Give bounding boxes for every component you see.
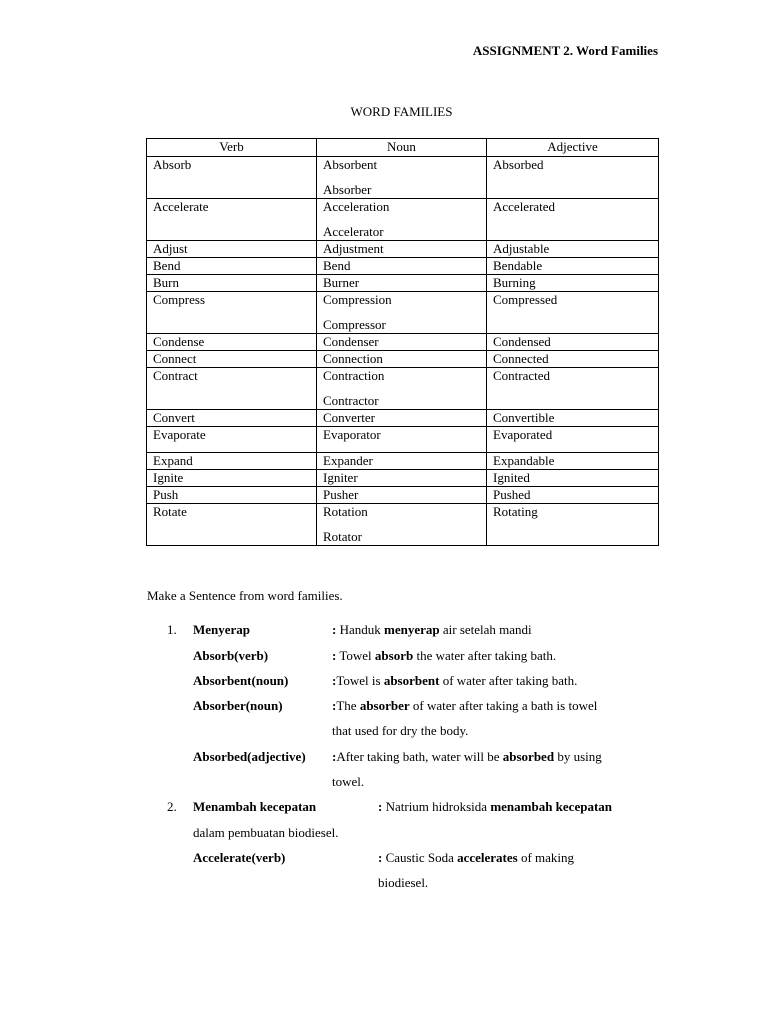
noun-entry: Pusher — [323, 487, 359, 502]
noun-entry: Bend — [323, 258, 351, 273]
table-row — [147, 275, 659, 292]
verb-cell: Adjust — [147, 241, 317, 258]
noun-entry: Contraction — [323, 368, 385, 383]
noun-entry: Igniter — [323, 470, 358, 485]
adjective-cell: Accelerated — [487, 199, 659, 241]
verb-cell: Expand — [147, 453, 317, 470]
example-sentence-continuation: biodiesel. — [378, 875, 429, 890]
adjective-cell: Pushed — [487, 487, 659, 504]
example-label: Accelerate(verb) — [193, 850, 286, 865]
adjective-cell: Adjustable — [487, 241, 659, 258]
table-row — [147, 470, 659, 487]
noun-cell — [317, 258, 487, 275]
noun-entry: Evaporator — [323, 427, 381, 442]
table-header-row — [147, 139, 659, 157]
noun-entry: Expander — [323, 453, 373, 468]
example-sentence: :The absorber of water after taking a bath is towel — [332, 698, 598, 713]
table-row — [147, 292, 659, 334]
table-row — [147, 410, 659, 427]
noun-entry: Contractor — [323, 393, 379, 408]
adjective-cell: Evaporated — [487, 427, 659, 453]
noun-entry: Connection — [323, 351, 383, 366]
adjective-cell: Connected — [487, 351, 659, 368]
example-sentence-continuation: towel. — [332, 774, 365, 789]
table-row — [147, 453, 659, 470]
verb-cell: Contract — [147, 368, 317, 410]
noun-entry: Rotation — [323, 504, 368, 519]
noun-cell — [317, 368, 487, 410]
table-row — [147, 258, 659, 275]
noun-entry: Accelerator — [323, 224, 384, 239]
table-body — [147, 157, 659, 546]
adjective-cell: Convertible — [487, 410, 659, 427]
example-label: Absorbent(noun) — [193, 673, 289, 688]
example-sentence-continuation: dalam pembuatan biodiesel. — [193, 825, 339, 840]
noun-entry: Acceleration — [323, 199, 390, 214]
adjective-cell: Contracted — [487, 368, 659, 410]
noun-entry: Condenser — [323, 334, 379, 349]
example-label: Absorber(noun) — [193, 698, 283, 713]
noun-entry: Rotator — [323, 529, 362, 544]
table-row — [147, 241, 659, 258]
table-row — [147, 199, 659, 241]
example-label: Menambah kecepatan — [193, 799, 317, 814]
example-label: Absorbed(adjective) — [193, 749, 306, 764]
adjective-cell: Rotating — [487, 504, 659, 546]
document-title: WORD FAMILIES — [350, 104, 453, 119]
verb-cell: Condense — [147, 334, 317, 351]
verb-cell: Compress — [147, 292, 317, 334]
word-families-table — [146, 138, 659, 546]
noun-cell — [317, 410, 487, 427]
verb-cell: Evaporate — [147, 427, 317, 453]
table-row — [147, 487, 659, 504]
adjective-cell: Compressed — [487, 292, 659, 334]
adjective-cell: Expandable — [487, 453, 659, 470]
noun-entry: Compression — [323, 292, 392, 307]
table-row — [147, 427, 659, 453]
verb-cell: Accelerate — [147, 199, 317, 241]
table-row — [147, 368, 659, 410]
table-row — [147, 351, 659, 368]
adjective-cell: Burning — [487, 275, 659, 292]
example-sentence: : Natrium hidroksida menambah kecepatan — [378, 799, 613, 814]
noun-cell — [317, 275, 487, 292]
list-number: 1. — [167, 622, 177, 637]
adjective-cell: Ignited — [487, 470, 659, 487]
table-row — [147, 504, 659, 546]
noun-cell — [317, 504, 487, 546]
list-number: 2. — [167, 799, 177, 814]
column-header-verb: Verb — [147, 139, 317, 157]
adjective-cell: Absorbed — [487, 157, 659, 199]
example-sentence: : Caustic Soda accelerates of making — [378, 850, 575, 865]
assignment-header: ASSIGNMENT 2. Word Families — [472, 43, 658, 58]
noun-entry: Burner — [323, 275, 360, 290]
verb-cell: Absorb — [147, 157, 317, 199]
noun-entry: Absorbent — [323, 157, 378, 172]
verb-cell: Ignite — [147, 470, 317, 487]
noun-entry: Compressor — [323, 317, 386, 332]
noun-cell — [317, 334, 487, 351]
noun-cell — [317, 292, 487, 334]
noun-cell — [317, 351, 487, 368]
noun-cell — [317, 453, 487, 470]
noun-cell — [317, 199, 487, 241]
noun-entry: Converter — [323, 410, 375, 425]
example-sentence-continuation: that used for dry the body. — [332, 723, 469, 738]
verb-cell: Burn — [147, 275, 317, 292]
column-header-adjective: Adjective — [487, 139, 659, 157]
noun-cell — [317, 157, 487, 199]
noun-cell — [317, 487, 487, 504]
sentence-instruction: Make a Sentence from word families. — [147, 588, 343, 603]
example-sentence: :After taking bath, water will be absorbed by using — [332, 749, 602, 764]
noun-cell — [317, 427, 487, 453]
example-sentence: : Handuk menyerap air setelah mandi — [332, 622, 532, 637]
verb-cell: Convert — [147, 410, 317, 427]
table-row — [147, 334, 659, 351]
noun-entry: Adjustment — [323, 241, 384, 256]
noun-cell — [317, 470, 487, 487]
adjective-cell: Bendable — [487, 258, 659, 275]
example-label: Menyerap — [193, 622, 251, 637]
noun-cell — [317, 241, 487, 258]
example-sentence: :Towel is absorbent of water after taking bath. — [332, 673, 578, 688]
table-row — [147, 157, 659, 199]
verb-cell: Rotate — [147, 504, 317, 546]
noun-entry: Absorber — [323, 182, 372, 197]
column-header-noun: Noun — [317, 139, 487, 157]
verb-cell: Push — [147, 487, 317, 504]
example-sentence: : Towel absorb the water after taking bath. — [332, 648, 557, 663]
verb-cell: Connect — [147, 351, 317, 368]
example-label: Absorb(verb) — [193, 648, 269, 663]
adjective-cell: Condensed — [487, 334, 659, 351]
verb-cell: Bend — [147, 258, 317, 275]
